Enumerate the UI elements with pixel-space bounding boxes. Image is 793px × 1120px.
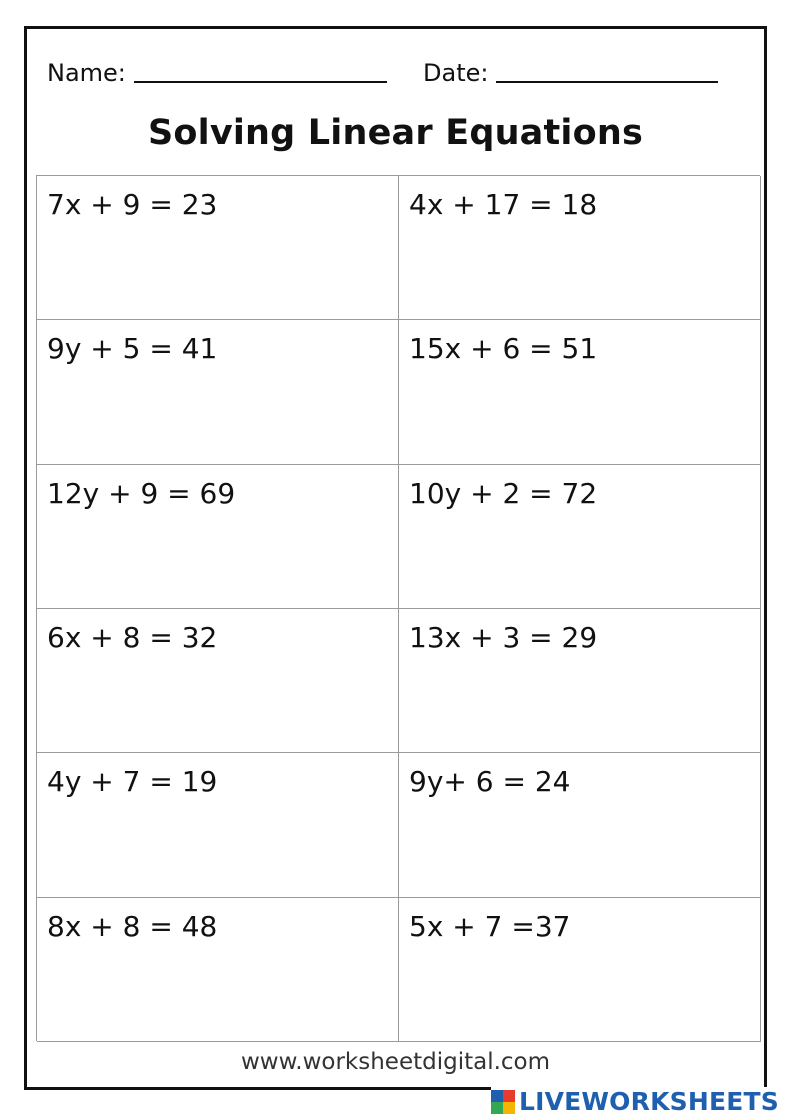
- logo-square-green: [491, 1102, 503, 1114]
- equation-cell[interactable]: 4x + 17 = 18: [399, 176, 761, 320]
- liveworksheets-brand: [491, 1087, 779, 1116]
- logo-square-yellow: [503, 1102, 515, 1114]
- liveworksheets-logo-icon: [491, 1090, 515, 1114]
- date-label: Date:: [423, 59, 489, 87]
- equation-cell[interactable]: 4y + 7 = 19: [37, 753, 399, 897]
- equation-cell[interactable]: 9y+ 6 = 24: [399, 753, 761, 897]
- equation-cell[interactable]: 6x + 8 = 32: [37, 609, 399, 753]
- equation-cell[interactable]: 7x + 9 = 23: [37, 176, 399, 320]
- equation-grid: [36, 175, 760, 1041]
- logo-square-red: [503, 1090, 515, 1102]
- equation-cell[interactable]: 9y + 5 = 41: [37, 320, 399, 464]
- date-blank-line[interactable]: [496, 80, 718, 83]
- name-field[interactable]: [47, 59, 387, 87]
- equation-cell[interactable]: 10y + 2 = 72: [399, 465, 761, 609]
- worksheet-page: [24, 26, 767, 1090]
- name-blank-line[interactable]: [134, 80, 387, 83]
- footer-url: www.worksheetdigital.com: [240, 1049, 551, 1075]
- name-label: Name:: [47, 59, 126, 87]
- brand-text: LIVEWORKSHEETS: [518, 1087, 779, 1116]
- page-title: Solving Linear Equations: [147, 113, 644, 153]
- equation-cell[interactable]: 12y + 9 = 69: [37, 465, 399, 609]
- equation-cell[interactable]: 8x + 8 = 48: [37, 898, 399, 1042]
- header-row: [47, 59, 744, 89]
- date-field[interactable]: [423, 59, 718, 87]
- equation-cell[interactable]: 5x + 7 =37: [399, 898, 761, 1042]
- logo-square-blue: [491, 1090, 503, 1102]
- equation-cell[interactable]: 13x + 3 = 29: [399, 609, 761, 753]
- equation-cell[interactable]: 15x + 6 = 51: [399, 320, 761, 464]
